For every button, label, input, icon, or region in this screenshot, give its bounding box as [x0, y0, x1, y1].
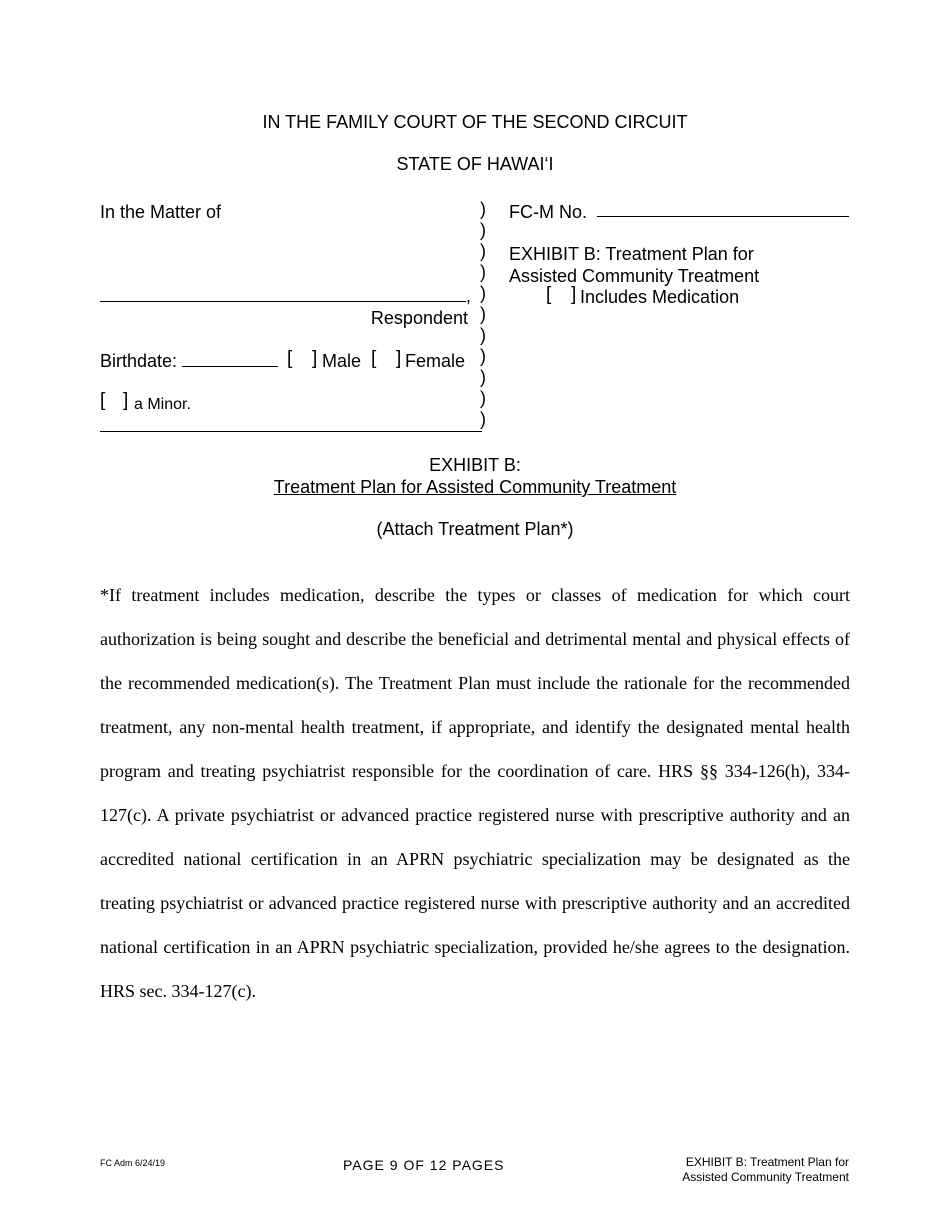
birthdate-line[interactable] [182, 366, 278, 367]
total-pages: 12 [429, 1157, 448, 1173]
exhibit-title: EXHIBIT B: [429, 455, 521, 475]
bracket-open: [ [100, 390, 106, 411]
matter-label: In the Matter of [100, 202, 222, 222]
instruction-paragraph: *If treatment includes medication, describe the types or classes of medication for which court authorization is being sought and describe the beneficial and detrimental mental and physical effects of the recommended medication(s). The Treatment Plan must include the rationale for the recommended treatment, any non-mental health treatment, if appropriate, and identify the designated mental health program and treating psychiatrist responsible for the coordination of care. HRS §§ 334-126(h), 334-127(c). A private psychiatrist or advanced practice registered nurse with prescriptive authority and an accredited national certification in an APRN psychiatric specialization may be designated as the treating psychiatrist or advanced practice registered nurse with prescriptive authority and an accredited national certification in an APRN psychiatric specialization, provided he/she agrees to the designation. HRS sec. 334-127(c). [100, 585, 850, 1001]
bracket-open: [ [371, 348, 377, 369]
state-heading: STATE OF HAWAI‘I [396, 154, 554, 174]
name-comma: , [466, 286, 472, 306]
minor-checkbox[interactable] [100, 390, 135, 414]
bracket-open: [ [287, 348, 293, 369]
paren: ) [480, 409, 486, 429]
paren: ) [480, 346, 486, 366]
footer-exhibit-line-2: Assisted Community Treatment [682, 1170, 849, 1184]
paren: ) [480, 388, 486, 408]
male-label: Male [322, 351, 362, 371]
bracket-close: ] [571, 284, 577, 305]
paren: ) [480, 325, 486, 345]
case-number-line[interactable] [597, 216, 849, 217]
form-id: FC Adm 6/24/19 [100, 1158, 166, 1168]
paren: ) [480, 283, 486, 303]
bracket-open: [ [546, 284, 552, 305]
caption-paren-column [480, 199, 492, 430]
attach-instruction: (Attach Treatment Plan*) [376, 519, 574, 539]
court-heading: IN THE FAMILY COURT OF THE SECOND CIRCUIT [262, 112, 688, 132]
paren: ) [480, 241, 486, 261]
page-word: PAGE [343, 1157, 385, 1173]
respondent-name-line[interactable] [100, 301, 466, 302]
paren: ) [480, 220, 486, 240]
paren: ) [480, 304, 486, 324]
caption-bottom-line [100, 431, 482, 432]
respondent-label: Respondent [370, 308, 468, 328]
paren: ) [480, 199, 486, 219]
exhibit-subtitle-text: Treatment Plan for Assisted Community Treatment [273, 477, 677, 497]
paren: ) [480, 262, 486, 282]
of-word: OF [403, 1157, 425, 1173]
female-label: Female [405, 351, 466, 371]
footer-exhibit-title [660, 1155, 849, 1185]
exhibit-line-1: EXHIBIT B: Treatment Plan for [509, 244, 754, 264]
case-number-label: FC-M No. [509, 202, 587, 222]
paren: ) [480, 367, 486, 387]
page-indicator [343, 1157, 504, 1173]
page-number: 9 [389, 1157, 399, 1173]
exhibit-subtitle [0, 477, 950, 498]
bracket-close: ] [396, 348, 402, 369]
footer-exhibit-line-1: EXHIBIT B: Treatment Plan for [685, 1155, 849, 1169]
includes-medication-label: Includes Medication [580, 287, 740, 307]
exhibit-line-2: Assisted Community Treatment [509, 266, 760, 286]
pages-word: PAGES [452, 1157, 505, 1173]
bracket-close: ] [312, 348, 318, 369]
minor-label: a Minor. [134, 396, 191, 413]
male-checkbox[interactable] [287, 348, 327, 372]
birthdate-label: Birthdate: [100, 351, 178, 371]
bracket-close: ] [123, 390, 129, 411]
